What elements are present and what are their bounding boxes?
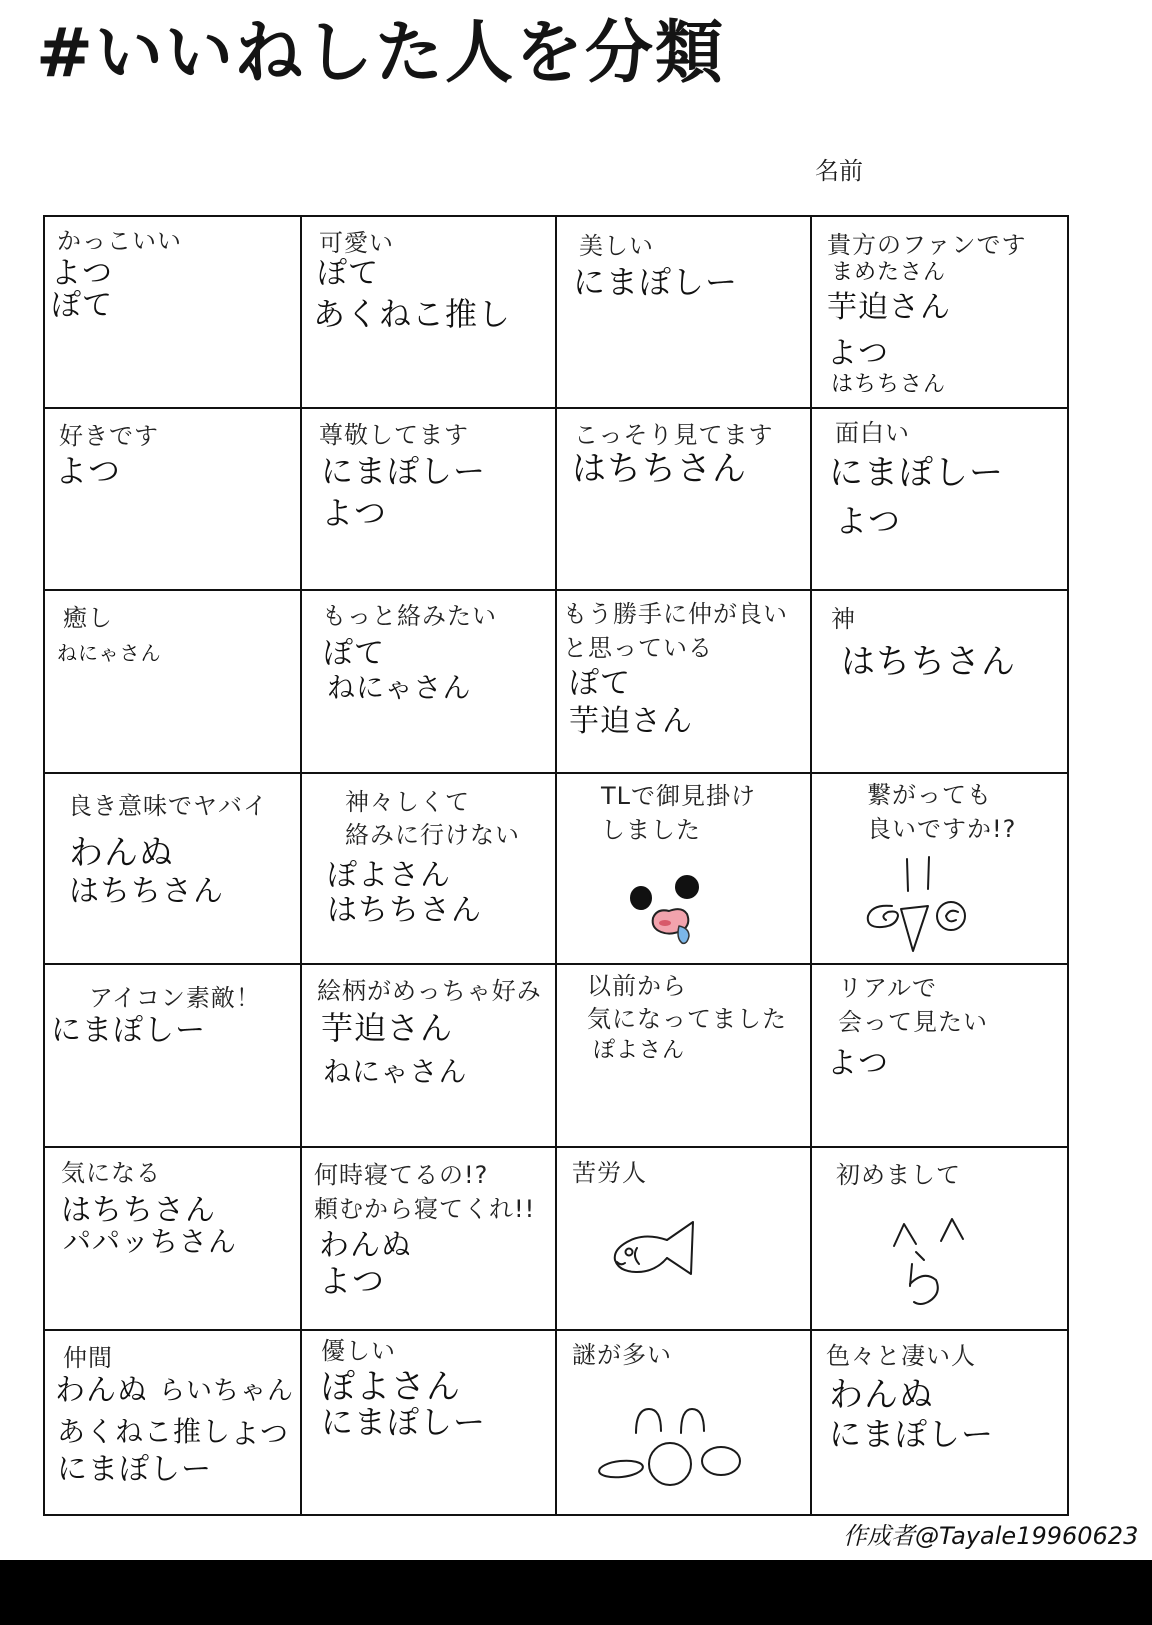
connection-face-doodle (862, 854, 977, 954)
name-label: 名前 (815, 157, 863, 185)
handwritten-name: よつ (319, 1262, 386, 1300)
category-label: 絡みに行けない (345, 821, 520, 849)
handwritten-name: はちちさん (69, 874, 224, 909)
handwritten-name: ねにゃさん (323, 1055, 468, 1088)
handwritten-name: 芋迫さん (827, 290, 951, 325)
category-cell-26 (302, 1331, 557, 1516)
handwritten-name: 芋迫さん (569, 704, 693, 739)
category-cell-20 (812, 965, 1069, 1148)
category-label: もっと絡みたい (322, 602, 497, 630)
category-cell-14 (302, 774, 557, 965)
category-cell-7 (557, 409, 812, 591)
handwritten-name: にまぽしー (321, 1403, 487, 1441)
category-label: もう勝手に仲が良い (563, 600, 788, 628)
category-label: 仲間 (63, 1344, 113, 1372)
handwritten-name: ぽて (323, 636, 385, 671)
category-label: TLで御見掛け (601, 782, 757, 810)
category-label: 何時寝てるの!? (314, 1161, 489, 1189)
category-label: アイコン素敵！ (89, 984, 261, 1012)
handwritten-name: ねにゃさん (57, 641, 162, 665)
category-label: 貴方のファンです (827, 231, 1027, 259)
category-label: 頼むから寝てくれ!! (314, 1195, 536, 1223)
handwritten-name: パパッちさん (63, 1225, 238, 1258)
category-label: 神 (831, 605, 856, 633)
handwritten-name: よつ (231, 1417, 290, 1450)
handwritten-name: わんぬ (319, 1228, 412, 1263)
handwritten-name: あくねこ推し (57, 1415, 232, 1448)
category-label: 会って見たい (838, 1008, 988, 1036)
category-cell-5 (45, 409, 302, 591)
category-cell-2 (302, 217, 557, 409)
category-label: 苦労人 (572, 1159, 647, 1187)
category-cell-23 (557, 1148, 812, 1331)
category-cell-10 (302, 591, 557, 774)
category-cell-22 (302, 1148, 557, 1331)
handwritten-name: よつ (51, 256, 113, 291)
category-label: 美しい (579, 232, 654, 260)
handwritten-name: はちちさん (841, 642, 1016, 682)
category-cell-1 (45, 217, 302, 409)
category-cell-25 (45, 1331, 302, 1516)
handwritten-name: よつ (827, 336, 889, 371)
handwritten-name: ねにゃさん (327, 671, 472, 704)
category-label: 気になる (61, 1159, 161, 1187)
category-label: 以前から (587, 972, 687, 1000)
category-label: 色々と凄い人 (826, 1342, 976, 1370)
category-label: 絵柄がめっちゃ好み (317, 977, 542, 1005)
category-cell-24 (812, 1148, 1069, 1331)
handwritten-name: はちちさん (572, 449, 747, 489)
handwritten-name: ぽて (51, 288, 113, 323)
category-cell-28 (812, 1331, 1069, 1516)
smiling-face-doodle (890, 1214, 970, 1310)
category-cell-4 (812, 217, 1069, 409)
category-cell-18 (302, 965, 557, 1148)
category-label: 尊敬してます (319, 421, 469, 449)
handwritten-name: わんぬ (55, 1373, 148, 1408)
handwritten-name: ぽて (317, 256, 379, 291)
handwritten-name: よつ (321, 494, 388, 532)
handwritten-name: らいちゃん (159, 1376, 295, 1406)
category-label: 可愛い (319, 229, 394, 257)
handwritten-name: はちちさん (327, 893, 482, 928)
category-label: 繋がっても (867, 781, 992, 809)
tongue-face-doodle (627, 874, 717, 949)
bottom-band (0, 1560, 1152, 1625)
category-label: かっこいい (57, 227, 182, 255)
handwritten-name: ぽよさん (593, 1038, 686, 1063)
handwritten-name: よつ (835, 502, 902, 540)
category-label: 面白い (835, 419, 910, 447)
category-label: 神々しくて (345, 788, 470, 816)
category-label: 優しい (321, 1337, 396, 1365)
handwritten-name: わんぬ (69, 833, 174, 873)
category-cell-8 (812, 409, 1069, 591)
category-label: 謎が多い (572, 1341, 672, 1369)
category-cell-15 (557, 774, 812, 965)
handwritten-name: にまぽしー (321, 452, 487, 490)
category-cell-6 (302, 409, 557, 591)
category-label: 良き意味でヤバイ (68, 792, 268, 820)
handwritten-name: わんぬ (829, 1375, 934, 1415)
mystery-circles-doodle (595, 1403, 747, 1495)
category-cell-11 (557, 591, 812, 774)
handwritten-name: よつ (827, 1046, 889, 1081)
category-label: 癒し (63, 604, 113, 632)
category-cell-16 (812, 774, 1069, 965)
classification-grid (43, 215, 1069, 1516)
handwritten-name: 芋迫さん (321, 1009, 454, 1047)
category-cell-21 (45, 1148, 302, 1331)
category-label: 気になってました (587, 1005, 787, 1033)
handwritten-name: よつ (55, 452, 122, 490)
handwritten-name: にまぽしー (829, 1415, 995, 1453)
handwritten-name: にまぽしー (829, 453, 1004, 493)
handwritten-name: はちちさん (61, 1193, 216, 1228)
category-label: と思っている (563, 634, 713, 662)
handwritten-name: にまぽしー (573, 263, 739, 301)
category-cell-9 (45, 591, 302, 774)
category-cell-3 (557, 217, 812, 409)
handwritten-name: にまぽしー (51, 1013, 206, 1048)
category-cell-12 (812, 591, 1069, 774)
fish-doodle (609, 1218, 699, 1280)
page-title: #いいねした人を分類 (36, 14, 725, 93)
handwritten-name: ぽよさん (327, 858, 451, 893)
category-cell-13 (45, 774, 302, 965)
category-cell-27 (557, 1331, 812, 1516)
handwritten-name: にまぽしー (57, 1452, 212, 1487)
category-cell-17 (45, 965, 302, 1148)
category-label: 良いですか!? (867, 815, 1017, 843)
category-label: リアルで (838, 974, 938, 1002)
handwritten-name: ぽて (569, 666, 631, 701)
creator-credit: 作成者@Tayale19960623 (843, 1522, 1139, 1550)
handwritten-name: あくねこ推し (313, 295, 512, 333)
category-label: 初めまして (836, 1161, 961, 1189)
handwritten-name: ぽよさん (321, 1367, 461, 1407)
category-label: 好きです (59, 422, 159, 450)
handwritten-name: はちちさん (831, 372, 947, 397)
category-cell-19 (557, 965, 812, 1148)
category-label: こっそり見てます (574, 421, 774, 449)
category-label: しました (601, 816, 701, 844)
handwritten-name: まめたさん (831, 260, 947, 285)
